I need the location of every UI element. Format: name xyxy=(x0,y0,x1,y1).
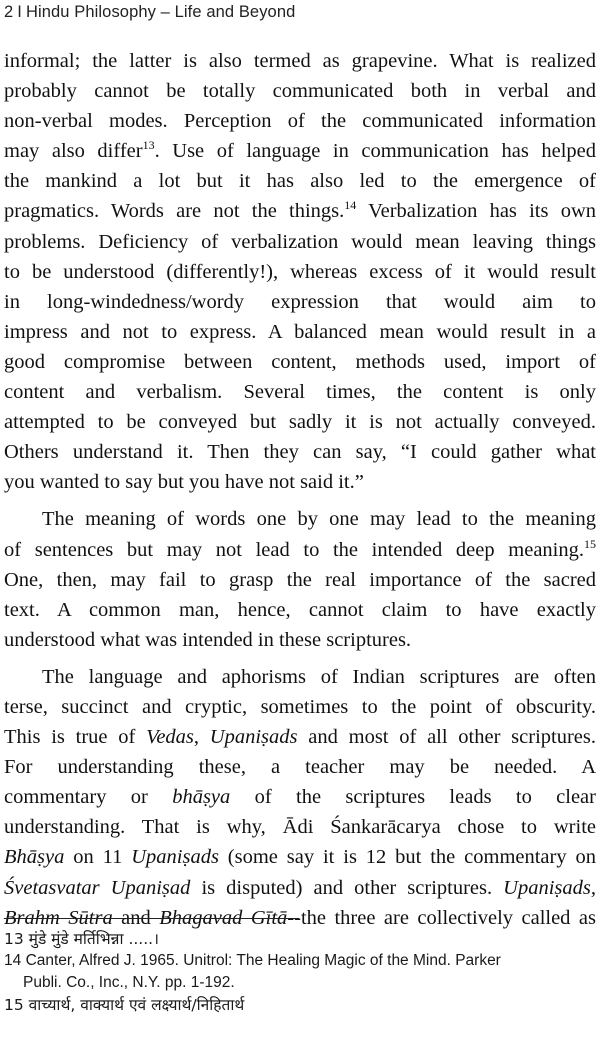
header-separator: I xyxy=(17,3,22,21)
text-line: content and verbalism. Several times, the content is only xyxy=(4,381,596,404)
footnote-14: 14 Canter, Alfred J. 1965. Unitrol: The Healing Magic of the Mind. Parker Publi. Co., Inc., N.Y. pp. 1-192. xyxy=(4,952,501,991)
text-line: terse, succinct and cryptic, sometimes to the point of obscurity. xyxy=(4,695,596,718)
text-line: problems. Deficiency of verbalization would mean leaving things xyxy=(4,230,596,253)
text-line: in long-windedness/wordy expression that would aim to xyxy=(4,290,596,313)
text-line: For understanding these, a teacher may be needed. A xyxy=(4,756,596,779)
text-line: informal; the latter is also termed as grapevine. What is realized xyxy=(4,50,596,72)
text-line: of sentences but may not lead to the intended deep meaning.$^{15}$ xyxy=(4,536,596,561)
text-line: pragmatics. Words are not the things.$^{14}$ Verbalization has its own xyxy=(4,198,596,223)
text-line: text. A common man, hence, cannot claim to have exactly xyxy=(4,598,596,621)
footnote-15: 15 वाच्यार्थ, वाक्यार्थ एवं लक्ष्यार्थ/निहितार्थ xyxy=(4,996,245,1014)
text-line: understanding. That is why, Ādi Śankarācarya chose to write xyxy=(4,816,596,839)
footnote-divider xyxy=(4,918,299,919)
text-line: This is true of Vedas, Upaniṣads and most of all other scriptures. xyxy=(4,726,597,749)
text-line: Others understand it. Then they can say, “I could gather what xyxy=(4,441,596,464)
text-line: the mankind a lot but it has also led to the emergence of xyxy=(4,170,596,193)
text-line: One, then, may fail to grasp the real importance of the sacred xyxy=(4,568,596,591)
paragraph-2 xyxy=(4,504,596,654)
running-header xyxy=(4,3,295,22)
text-line: good compromise between content, methods used, import of xyxy=(4,350,596,373)
text-line: you wanted to say but you have not said it.” xyxy=(4,471,364,494)
text-line: probably cannot be totally communicated both in verbal and xyxy=(4,80,596,103)
text-line: to be understood (differently!), whereas excess of it would result xyxy=(4,260,596,283)
text-line: non-verbal modes. Perception of the communicated information xyxy=(4,110,596,133)
footnote-ref-15[interactable]: 15 xyxy=(584,536,596,551)
footnote-13: 13 मुंडे मुंडे मर्तिभिन्ना .....। xyxy=(4,930,159,948)
text-line: The language and aphorisms of Indian scriptures are often xyxy=(42,665,596,688)
text-line: Brahm Sūtra and Bhagavad Gītā--the three are collectively called as xyxy=(4,906,596,929)
main-text xyxy=(4,46,596,940)
text-line: may also differ$^{13}$. Use of language in communication has helped xyxy=(4,138,596,163)
footnote-ref-13[interactable]: 13 xyxy=(142,138,155,153)
footnotes xyxy=(4,928,596,1016)
paragraph-3 xyxy=(4,662,596,933)
text-line: impress and not to express. A balanced mean would result in a xyxy=(4,320,596,343)
book-title: Hindu Philosophy – Life and Beyond xyxy=(25,3,296,21)
page-number: 2 xyxy=(4,3,14,21)
text-line: commentary or bhāṣya of the scriptures leads to clear xyxy=(4,786,596,809)
paragraph-1 xyxy=(4,46,596,497)
footnote-ref-14[interactable]: 14 xyxy=(344,198,357,213)
text-line: understood what was intended in these scriptures. xyxy=(4,628,412,651)
text-line: Bhāṣya on 11 Upaniṣads (some say it is 12 but the commentary on xyxy=(4,846,596,869)
text-line: Śvetasvatar Upaniṣad is disputed) and other scriptures. Upaniṣads, xyxy=(4,876,597,899)
text-line: attempted to be conveyed but sadly it is not actually conveyed. xyxy=(4,411,596,434)
text-line: The meaning of words one by one may lead to the meaning xyxy=(42,508,596,531)
